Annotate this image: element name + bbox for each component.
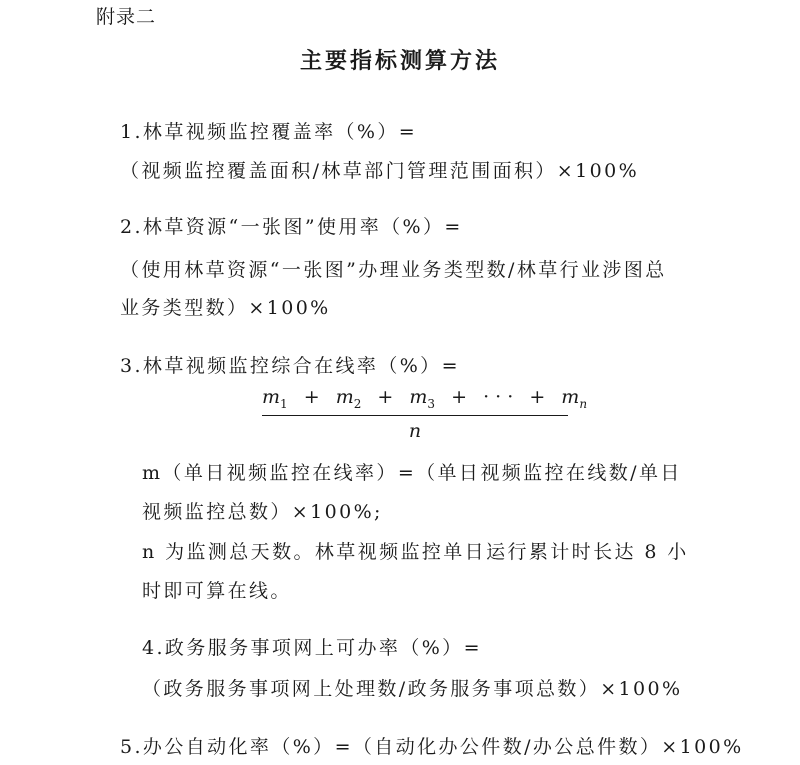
item-3-heading: 3.林草视频监控综合在线率（%）= (120, 355, 460, 377)
item-3-note-1: m（单日视频监控在线率）=（单日视频监控在线数/单日 (142, 462, 682, 484)
numerator-ellipsis: · · · (483, 386, 514, 408)
plus-operator: + (529, 386, 546, 408)
fraction-bar (262, 415, 568, 416)
item-5-heading: 5.办公自动化率（%）=（自动化办公件数/办公总件数）×100% (120, 736, 744, 758)
item-2-heading: 2.林草资源“一张图”使用率（%）= (120, 216, 463, 238)
fraction-denominator: n (408, 420, 422, 442)
plus-operator: + (451, 386, 468, 408)
plus-operator: + (303, 386, 320, 408)
item-3-note-3: n 为监测总天数。林草视频监控单日运行累计时长达 8 小 (142, 541, 689, 563)
page-title: 主要指标测算方法 (299, 48, 500, 74)
item-1-formula: （视频监控覆盖面积/林草部门管理范围面积）×100% (120, 160, 640, 182)
numerator-term: $m_2$ (335, 386, 362, 411)
online-rate-fraction (262, 386, 588, 446)
fraction-numerator (262, 386, 588, 411)
item-4-formula: （政务服务事项网上处理数/政务服务事项总数）×100% (142, 678, 683, 700)
numerator-term: $m_1$ (262, 386, 288, 411)
item-3-note-2: 视频监控总数）×100%; (142, 501, 383, 523)
appendix-label: 附录二 (96, 6, 157, 28)
plus-operator: + (377, 386, 394, 408)
item-3-note-4: 时即可算在线。 (142, 580, 292, 602)
item-2-formula-line-1: （使用林草资源“一张图”办理业务类型数/林草行业涉图总 (120, 259, 667, 281)
numerator-term: $m_3$ (409, 386, 436, 411)
item-1-heading: 1.林草视频监控覆盖率（%）= (120, 121, 418, 143)
item-4-heading: 4.政务服务事项网上可办率（%）= (142, 637, 482, 659)
item-2-formula-line-2: 业务类型数）×100% (120, 297, 331, 319)
numerator-term: $m_n$ (561, 386, 588, 411)
